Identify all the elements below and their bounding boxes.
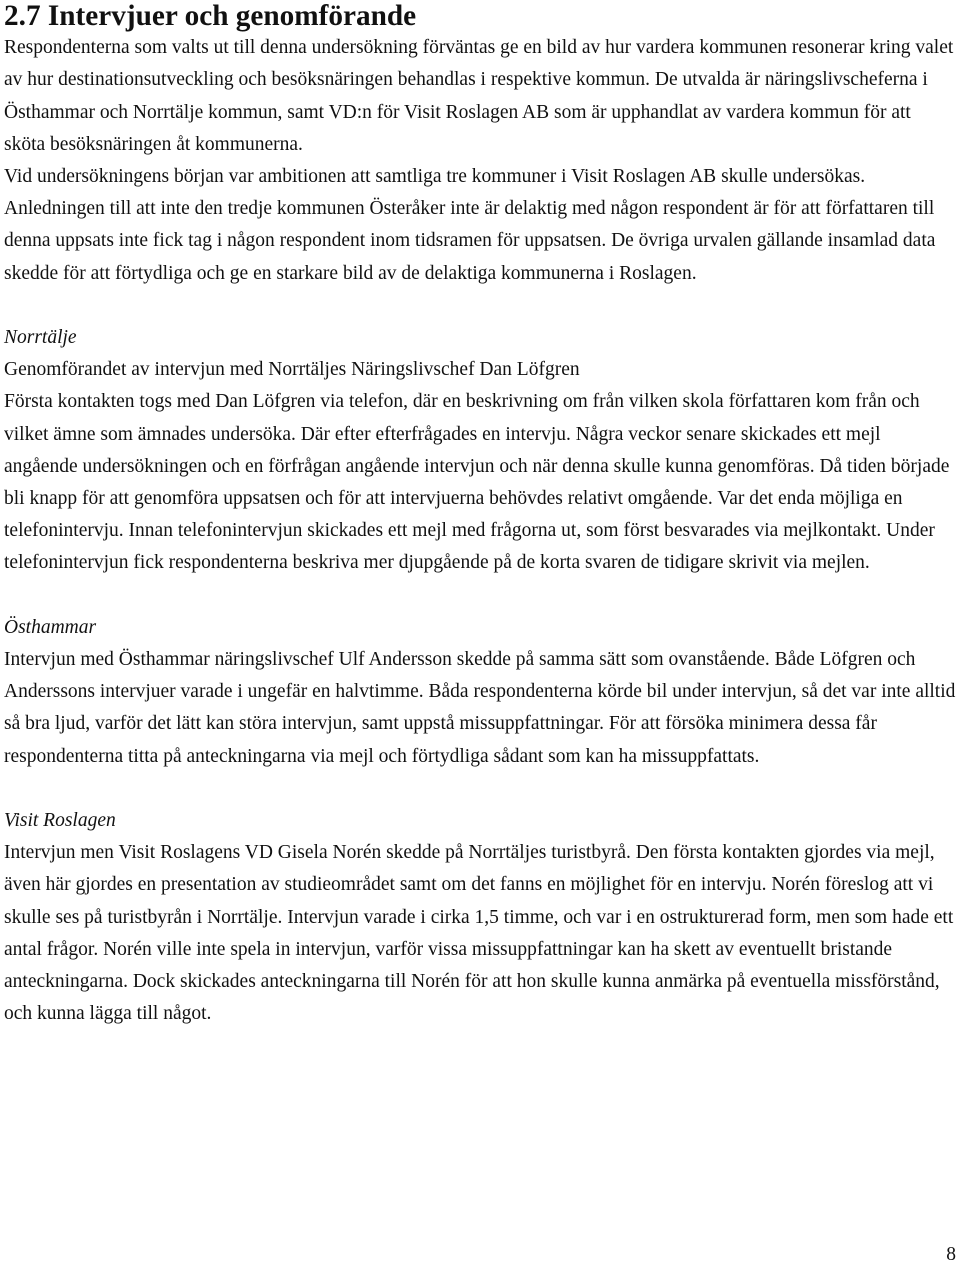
intro-paragraph-1: Respondenterna som valts ut till denna undersökning förväntas ge en bild av hur vardera kommunen resonerar kring valet av hur destinationsutveckling och besöksnäringen behandlas i respektive kommun. De utvalda är näringslivscheferna i Östhammar och Norrtälje kommun, samt VD:n för Visit Roslagen AB som är upphandlat av vardera kommun för att sköta besöksnäringen åt kommunerna. <box>4 37 954 155</box>
spacer <box>4 290 956 322</box>
visit-roslagen-paragraph: Intervjun men Visit Roslagens VD Gisela Norén skedde på Norrtäljes turistbyrå. Den första kontakten gjordes via mejl, även här gjordes en presentation av studieområdet samt om det fanns en möjlighet för en intervju. Norén föreslog att vi skulle ses på turistbyrån i Norrtälje. Intervjun varade i cirka 1,5 timme, och var i en ostrukturerad form, men som hade ett antal frågor. Norén ville inte spela in intervjun, varför vissa missuppfattningar kan ha skett av eventuellt bristande anteckningarna. Dock skickades anteckningarna till Norén för att hon skulle kunna anmärka på eventuella missförstånd, och kunna lägga till något. <box>4 842 954 1025</box>
section-title: 2.7 Intervjuer och genomförande <box>4 0 417 32</box>
norrtalje-intro-line: Genomförandet av intervjun med Norrtäljes Näringslivschef Dan Löfgren <box>4 359 580 381</box>
osthammar-heading: Östhammar <box>4 616 97 638</box>
osthammar-paragraph: Intervjun med Östhammar näringslivschef Ulf Andersson skedde på samma sätt som ovanstående. Både Löfgren och Anderssons intervjuer varade i ungefär en halvtimme. Båda respondenterna körde bil under intervjun, så det var inte alltid så bra ljud, varför det lätt kan störa intervjun, samt uppstå missuppfattningar. För att försöka minimera dessa får respondenterna titta på anteckningarna via mejl och förtydliga sådant som kan ha missuppfattats. <box>4 649 956 767</box>
document-page <box>4 0 956 1030</box>
spacer <box>4 773 956 805</box>
spacer <box>4 580 956 612</box>
intro-paragraph-2: Vid undersökningens början var ambitionen att samtliga tre kommuner i Visit Roslagen AB skulle undersökas. Anledningen till att inte den tredje kommunen Österåker inte är delaktig med någon respondent är för att författaren till denna uppsats inte fick tag i någon respondent inom tidsramen för uppsatsen. De övriga urvalen gällande insamlad data skedde för att förtydliga och ge en starkare bild av de delaktiga kommunerna i Roslagen. <box>4 166 936 284</box>
visit-roslagen-heading: Visit Roslagen <box>4 810 116 832</box>
norrtalje-paragraph: Första kontakten togs med Dan Löfgren via telefon, där en beskrivning om från vilken skola författaren kom från och vilket ämne som ämnades undersöka. Där efter efterfrågades en intervju. Några veckor senare skickades ett mejl angående undersökningen och en förfrågan angående intervjun och när denna skulle kunna genomföras. Då tiden började bli knapp för att genomföra uppsatsen och för att intervjuerna behövdes relativt omgående. Var det enda möjliga en telefonintervju. Innan telefonintervjun skickades ett mejl med frågorna ut, som först besvarades via mejlkontakt. Under telefonintervjun fick respondenterna beskriva mer djupgående på de korta svaren de tidigare skrivit via mejlen. <box>4 391 950 574</box>
page-number: 8 <box>946 1244 956 1265</box>
norrtalje-heading: Norrtälje <box>4 327 77 349</box>
